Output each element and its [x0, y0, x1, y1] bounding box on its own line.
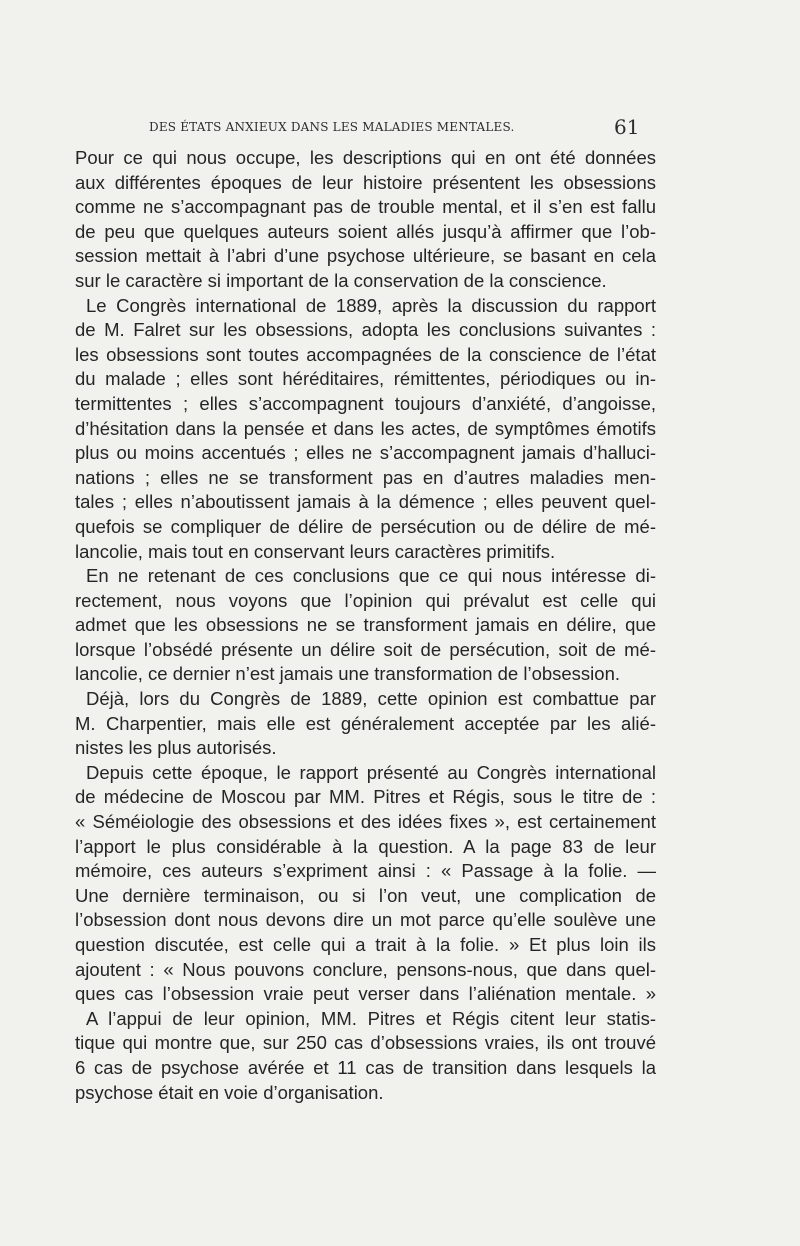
text-line: tales ; elles n’aboutissent jamais à la démence ; elles peuvent quel- [75, 491, 656, 513]
text-line: lancolie, ce dernier n’est jamais une transformation de l’obsession. [75, 663, 621, 685]
text-line: 6 cas de psychose avérée et 11 cas de transition dans lesquels la [75, 1056, 656, 1078]
text-line: tique qui montre que, sur 250 cas d’obsessions vraies, ils ont trouvé [75, 1032, 656, 1054]
text-line: sur le caractère si important de la conservation de la conscience. [75, 269, 607, 291]
text-line: ajoutent : « Nous pouvons conclure, pensons-nous, que dans quel- [75, 958, 656, 980]
text-line: de peu que quelques auteurs soient allés jusqu’à affirmer que l’ob- [75, 220, 656, 242]
text-line: du malade ; elles sont héréditaires, rémittentes, périodiques ou in- [75, 368, 656, 390]
text-line: termittentes ; elles s’accompagnent toujours d’anxiété, d’angoisse, [75, 392, 656, 414]
text-line: de M. Falret sur les obsessions, adopta les conclusions suivantes : [75, 319, 656, 341]
text-line: Le Congrès international de 1889, après la discussion du rapport [86, 294, 656, 316]
text-line: d’hésitation dans la pensée et dans les actes, de symptômes émotifs [75, 417, 656, 439]
text-line: ques cas l’obsession vraie peut verser dans l’aliénation mentale. » [75, 983, 656, 1005]
text-line: de médecine de Moscou par MM. Pitres et Régis, sous le titre de : [75, 786, 656, 808]
running-title: DES ÉTATS ANXIEUX DANS LES MALADIES MENTALES. [149, 120, 515, 134]
running-head [75, 115, 655, 144]
text-line: lancolie, mais tout en conservant leurs caractères primitifs. [75, 540, 556, 562]
text-line: Depuis cette époque, le rapport présenté au Congrès international [86, 761, 656, 783]
text-line: aux différentes époques de leur histoire présentent les obsessions [75, 171, 656, 193]
text-line: l’apport le plus considérable à la question. A la page 83 de leur [75, 835, 656, 857]
body-text [75, 146, 656, 1105]
text-line: rectement, nous voyons que l’opinion qui prévalut est celle qui [75, 589, 656, 611]
page-number: 61 [614, 115, 640, 139]
text-line: psychose était en voie d’organisation. [75, 1081, 384, 1103]
text-line: question discutée, est celle qui a trait à la folie. » Et plus loin ils [75, 934, 656, 955]
text-line: Une dernière terminaison, ou si l’on veut, une complication de [75, 884, 656, 906]
text-line: En ne retenant de ces conclusions que ce qui nous intéresse di- [86, 565, 656, 587]
text-line: M. Charpentier, mais elle est généralement acceptée par les alié- [75, 712, 656, 734]
text-line: « Séméiologie des obsessions et des idées fixes », est certainement [75, 811, 656, 833]
text-line: nistes les plus autorisés. [75, 737, 277, 759]
text-line: quefois se compliquer de délire de persécution ou de délire de mé- [75, 515, 656, 537]
text-line: l’obsession dont nous devons dire un mot parce qu’elle soulève une [75, 909, 656, 931]
text-line: Déjà, lors du Congrès de 1889, cette opinion est combattue par [86, 688, 656, 710]
text-line: admet que les obsessions ne se transforment jamais en délire, que [75, 614, 656, 636]
text-line: les obsessions sont toutes accompagnées de la conscience de l’état [75, 343, 656, 365]
text-line: comme ne s’accompagnant pas de trouble mental, et il s’en est fallu [75, 196, 656, 218]
text-line: plus ou moins accentués ; elles ne s’accompagnent jamais d’halluci- [75, 442, 656, 464]
text-line: session mettait à l’abri d’une psychose ultérieure, se basant en cela [75, 245, 656, 267]
text-line: nations ; elles ne se transforment pas en d’autres maladies men- [75, 466, 656, 488]
text-line: Pour ce qui nous occupe, les descriptions qui en ont été données [75, 147, 656, 168]
text-line: lorsque l’obsédé présente un délire soit de persécution, soit de mé- [75, 638, 656, 660]
text-line: A l’appui de leur opinion, MM. Pitres et Régis citent leur statis- [86, 1007, 656, 1029]
text-line: mémoire, ces auteurs s’expriment ainsi : « Passage à la folie. — [75, 860, 656, 882]
